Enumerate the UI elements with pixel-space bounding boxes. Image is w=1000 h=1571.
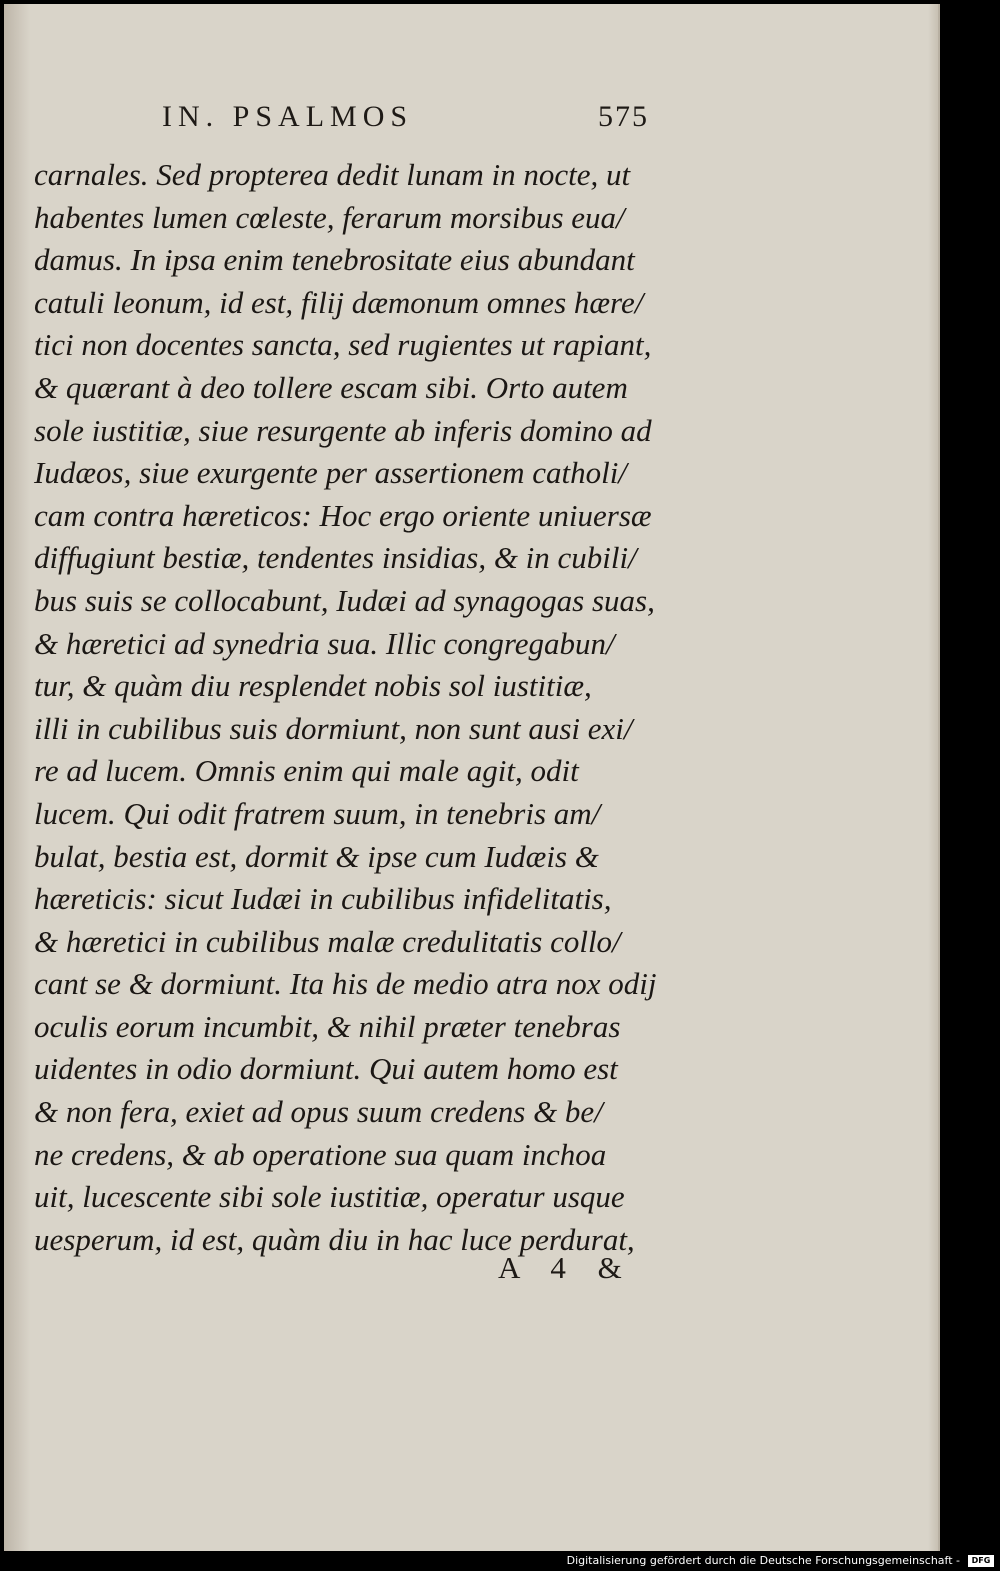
text-line: cam contra hæreticos: Hoc ergo oriente uniuersæ [34,497,652,533]
text-line: hæreticis: sicut Iudæi in cubilibus infidelitatis, [34,881,612,917]
text-line: tur, & quàm diu resplendet nobis sol iustitiæ, [34,668,592,704]
digitization-footer [0,1551,1000,1571]
text-line: bus suis se collocabunt, Iudæi ad synagogas suas, [34,582,655,618]
text-line: & hæretici in cubilibus malæ credulitatis collo/ [34,923,621,959]
text-line: diffugiunt bestiæ, tendentes insidias, & in cubili/ [34,540,637,576]
footer-credit: Digitalisierung gefördert durch die Deutsche Forschungsgemeinschaft - [566,1554,960,1567]
text-line: re ad lucem. Omnis enim qui male agit, odit [34,753,579,789]
text-line: uesperum, id est, quàm diu in hac luce perdurat, [34,1221,635,1257]
text-line: sole iustitiæ, siue resurgente ab inferis domino ad [34,412,652,448]
page-edge-shadow [928,4,938,1551]
text-line: ne credens, & ab operatione sua quam inchoa [34,1136,607,1172]
text-line: uidentes in odio dormiunt. Qui autem homo est [34,1051,618,1087]
text-line: damus. In ipsa enim tenebrositate eius abundant [34,242,635,278]
book-page [4,4,940,1551]
text-line: tici non docentes sancta, sed rugientes ut rapiant, [34,327,652,363]
signature-catchword: A 4 & [498,1250,622,1285]
body-text [34,154,674,1261]
dfg-logo-icon: DFG [968,1555,994,1567]
text-line: & quærant à deo tollere escam sibi. Orto autem [34,369,628,405]
page-gutter-shadow [4,4,30,1551]
text-line: carnales. Sed propterea dedit lunam in nocte, ut [34,157,631,192]
running-title: IN. PSALMOS [162,100,414,133]
text-line: illi in cubilibus suis dormiunt, non sunt ausi exi/ [34,710,633,746]
text-line: bulat, bestia est, dormit & ipse cum Iudæis & [34,838,599,874]
text-line: lucem. Qui odit fratrem suum, in tenebris am/ [34,795,601,831]
page-number: 575 [598,100,649,133]
text-line: & hæretici ad synedria sua. Illic congregabun/ [34,625,615,661]
text-line: Iudæos, siue exurgente per assertionem catholi/ [34,455,627,491]
text-line: & non fera, exiet ad opus suum credens & be/ [34,1094,603,1130]
text-line: oculis eorum incumbit, & nihil præter tenebras [34,1008,621,1044]
text-line: catuli leonum, id est, filij dæmonum omnes hære/ [34,284,644,320]
text-line: cant se & dormiunt. Ita his de medio atra nox odij [34,966,657,1002]
page-header [162,100,662,140]
text-line: uit, lucescente sibi sole iustitiæ, operatur usque [34,1179,625,1215]
text-line: habentes lumen cœleste, ferarum morsibus eua/ [34,199,625,235]
